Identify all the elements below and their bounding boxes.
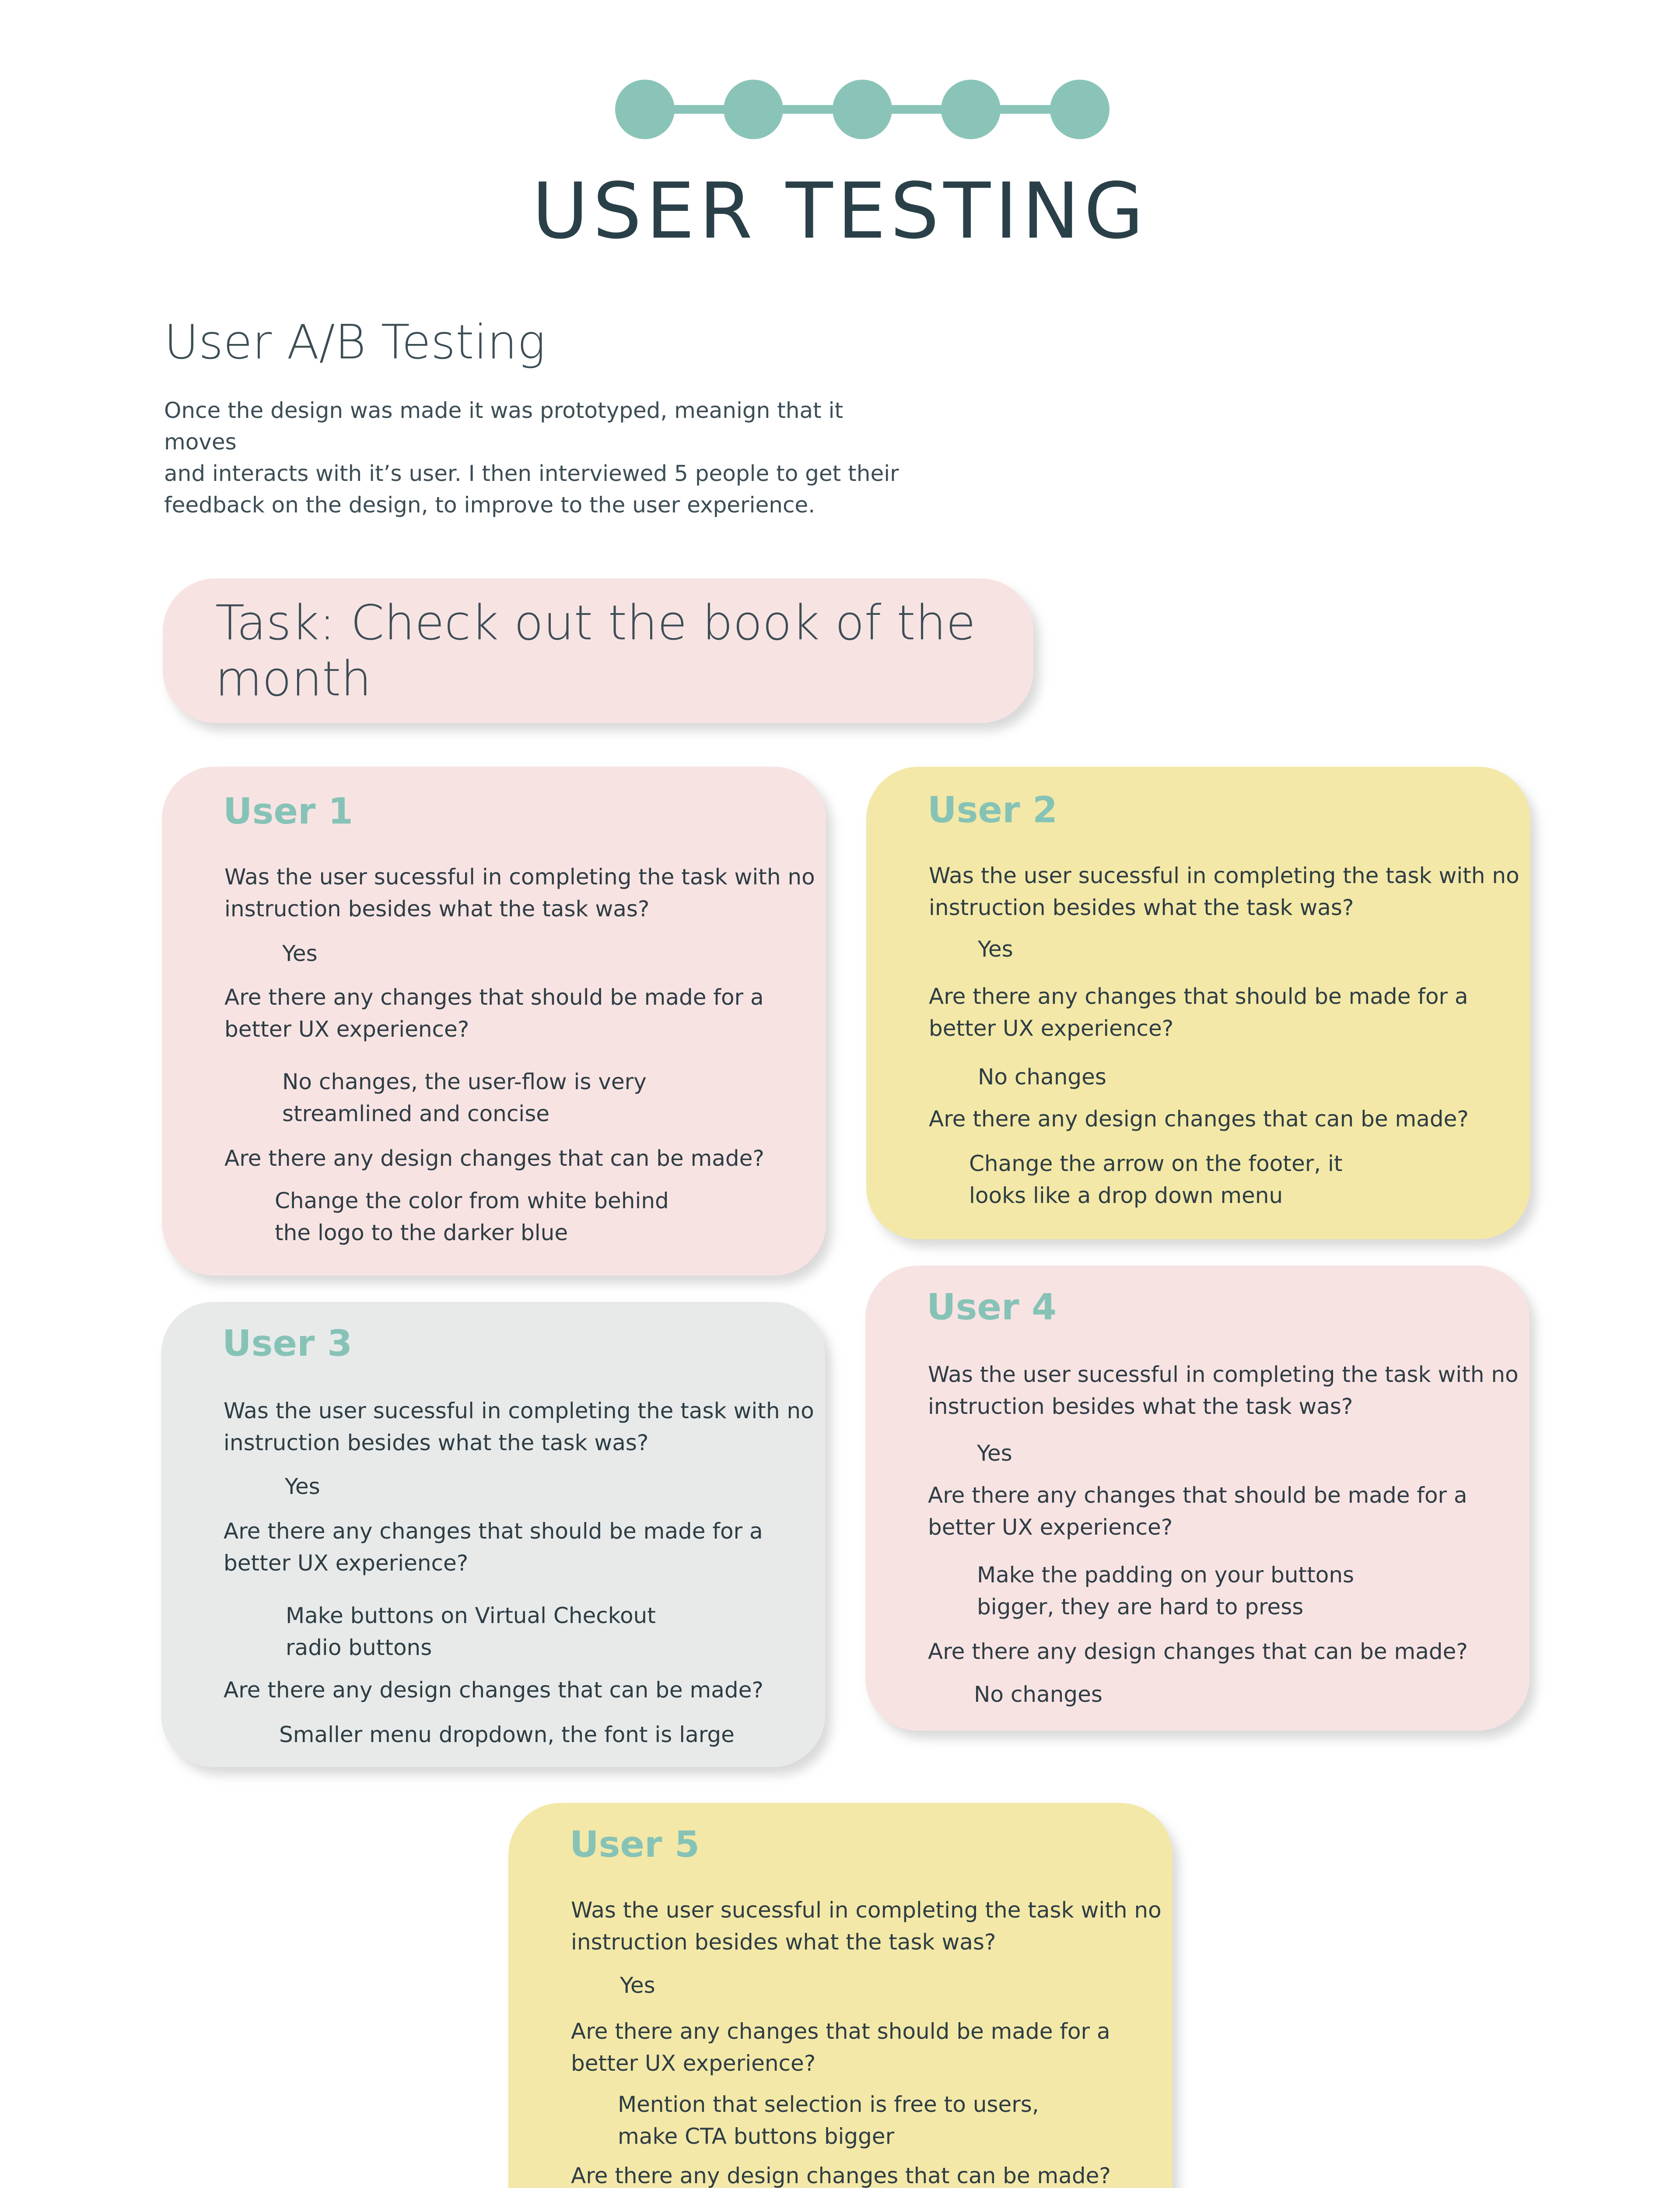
question-ux-cont: better UX experience? [929, 1016, 1174, 1041]
user-card-2 [866, 767, 1530, 1239]
answer-success: Yes [285, 1474, 320, 1499]
answer-success: Yes [978, 936, 1013, 962]
answer-ux-cont: streamlined and concise [282, 1101, 550, 1126]
user-name: User 3 [222, 1323, 353, 1364]
question-design: Are there any design changes that can be made? [929, 1106, 1469, 1132]
answer-design: Smaller menu dropdown, the font is large [279, 1722, 735, 1747]
progress-dot-5 [1050, 80, 1110, 139]
question-success: Was the user sucessful in completing the task with no [224, 1398, 814, 1424]
question-ux-cont: better UX experience? [928, 1515, 1173, 1540]
question-ux-cont: better UX experience? [571, 2051, 816, 2076]
question-ux: Are there any changes that should be made for a [928, 1483, 1467, 1508]
answer-success: Yes [977, 1441, 1012, 1466]
question-success: Was the user sucessful in completing the task with no [224, 864, 815, 890]
question-success-cont: instruction besides what the task was? [224, 896, 650, 922]
intro-line: Once the design was made it was prototyped, meanign that it moves [164, 398, 844, 455]
answer-ux-cont: bigger, they are hard to press [977, 1594, 1304, 1620]
user-card-3 [161, 1302, 825, 1767]
answer-ux: Make the padding on your buttons [977, 1562, 1354, 1588]
user-name: User 2 [928, 789, 1058, 831]
question-success-cont: instruction besides what the task was? [928, 1394, 1353, 1419]
question-ux-cont: better UX experience? [224, 1017, 469, 1042]
task-banner [163, 579, 1033, 723]
question-success-cont: instruction besides what the task was? [929, 895, 1354, 920]
question-ux: Are there any changes that should be made for a [571, 2019, 1110, 2044]
user-card-4 [865, 1266, 1530, 1731]
question-ux: Are there any changes that should be made for a [224, 985, 764, 1010]
question-design: Are there any design changes that can be made? [224, 1146, 764, 1171]
user-card-5 [508, 1803, 1172, 2188]
user-name: User 5 [570, 1824, 700, 1865]
answer-design: Change the color from white behind [275, 1188, 669, 1213]
question-success: Was the user sucessful in completing the task with no [928, 1362, 1519, 1387]
question-success: Was the user sucessful in completing the task with no [571, 1897, 1162, 1923]
answer-success: Yes [620, 1973, 655, 1998]
answer-ux: No changes [978, 1064, 1106, 1090]
progress-dot-4 [941, 80, 1001, 139]
answer-design-cont: looks like a drop down menu [969, 1183, 1283, 1208]
question-design: Are there any design changes that can be made? [928, 1639, 1468, 1664]
task-label: Task: Check out the book of the month [215, 595, 976, 707]
question-ux: Are there any changes that should be made for a [929, 984, 1468, 1009]
answer-ux: No changes, the user-flow is very [282, 1069, 647, 1094]
question-success-cont: instruction besides what the task was? [571, 1929, 996, 1955]
question-success: Was the user sucessful in completing the task with no [929, 863, 1519, 888]
intro-line: and interacts with it’s user. I then interviewed 5 people to get their [164, 461, 899, 486]
progress-dot-2 [724, 80, 783, 139]
answer-ux-cont: make CTA buttons bigger [618, 2124, 895, 2149]
intro-line: feedback on the design, to improve to the user experience. [164, 492, 816, 518]
user-card-1 [162, 767, 826, 1276]
answer-ux: Mention that selection is free to users, [618, 2092, 1039, 2117]
answer-design: No changes [974, 1682, 1102, 1707]
page-title: USER TESTING [532, 166, 1148, 256]
progress-indicator [615, 80, 1110, 139]
question-ux-cont: better UX experience? [224, 1550, 469, 1576]
question-design: Are there any design changes that can be made? [571, 2163, 1111, 2188]
answer-success: Yes [282, 941, 318, 966]
answer-ux: Make buttons on Virtual Checkout [286, 1603, 656, 1628]
user-name: User 1 [223, 791, 354, 832]
intro-paragraph [164, 395, 917, 521]
question-design: Are there any design changes that can be made? [224, 1677, 763, 1703]
answer-design: Change the arrow on the footer, it [969, 1151, 1343, 1176]
user-name: User 4 [927, 1287, 1057, 1328]
question-ux: Are there any changes that should be made for a [224, 1518, 763, 1544]
section-heading: User A/B Testing [164, 315, 546, 370]
answer-ux-cont: radio buttons [286, 1635, 432, 1660]
question-success-cont: instruction besides what the task was? [224, 1430, 649, 1455]
answer-design-cont: the logo to the darker blue [275, 1220, 568, 1245]
progress-dot-1 [615, 80, 675, 139]
progress-dot-3 [833, 80, 892, 139]
